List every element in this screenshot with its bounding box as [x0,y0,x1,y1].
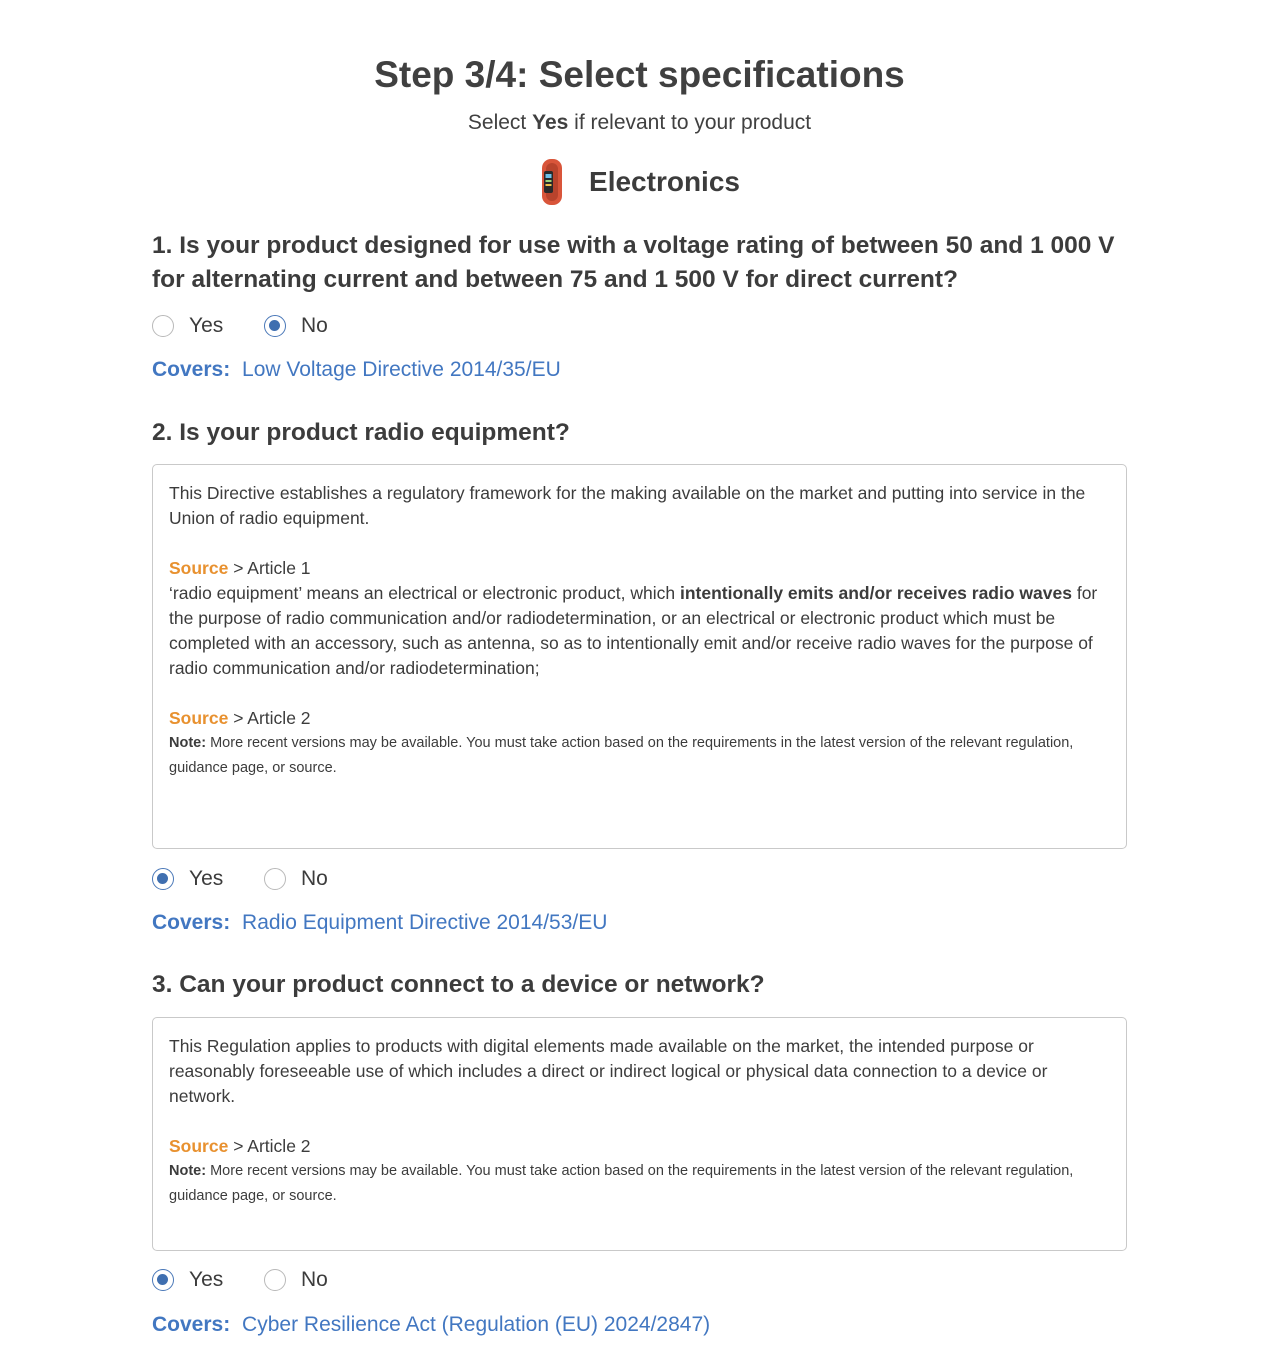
question-1-no-radio[interactable] [264,315,286,337]
question-2-yes-radio[interactable] [152,868,174,890]
source-link[interactable]: Source [169,558,229,578]
question-3-radio-group [152,1265,328,1295]
question-1-no-option[interactable] [264,314,328,338]
question-3-yes-option[interactable] [152,1268,264,1292]
question-2-note: Note: More recent versions may be available. You must take action based on the requirements in the latest version of the relevant regulation, guidance page, or source. [169,735,1074,776]
question-1-covers [152,356,561,384]
question-3-no-radio[interactable] [264,1269,286,1291]
question-2-no-label: No [301,867,328,890]
question-3-no-label: No [301,1268,328,1291]
question-2-covers-link[interactable]: Radio Equipment Directive 2014/53/EU [242,911,608,934]
fitness-band-icon [539,157,565,207]
question-2-description: This Directive establishes a regulatory framework for the making available on the market and putting into service in the Union of radio equipment. [169,483,1086,528]
question-2-yes-option[interactable] [152,867,264,891]
question-3-source-1: Source > Article 2 [169,1136,311,1156]
question-3-no-option[interactable] [264,1268,328,1292]
question-3-title: 3. Can your product connect to a device or network? [152,971,765,998]
question-1-yes-radio[interactable] [152,315,174,337]
question-2-definition: ‘radio equipment’ means an electrical or electronic product, which intentionally emits and/or receives radio waves for the purpose of radio communication and/or radiodetermination, or an electrical or electronic product which must be completed with an accessory, such as antenna, so as to intentionally emit and/or receive radio waves for the purpose of radio communication and/or radiodetermination; [169,583,1098,678]
question-3-note: Note: More recent versions may be available. You must take action based on the requirements in the latest version of the relevant regulation, guidance page, or source. [169,1163,1074,1204]
question-3-covers [152,1311,710,1339]
covers-label: Covers: [152,911,231,934]
page-subtitle: Select Yes if relevant to your product [467,111,812,134]
question-2-info-box [152,464,1127,849]
question-1-covers-link[interactable]: Low Voltage Directive 2014/35/EU [242,358,561,381]
source-link[interactable]: Source [169,708,229,728]
question-1-yes-label: Yes [189,314,224,337]
question-2-title: 2. Is your product radio equipment? [152,419,570,446]
covers-label: Covers: [152,358,231,381]
category-label: Electronics [589,166,740,197]
category-heading [152,156,1127,208]
question-2-covers [152,909,607,937]
question-1-no-label: No [301,314,328,337]
question-2-source-2: Source > Article 2 [169,708,311,728]
question-2-no-option[interactable] [264,867,328,891]
question-1-radio-group [152,311,328,341]
question-2-radio-group [152,864,328,894]
question-3-yes-label: Yes [189,1268,224,1291]
question-2-no-radio[interactable] [264,868,286,890]
question-3-description: This Regulation applies to products with digital elements made available on the market, the intended purpose or reasonably foreseeable use of which includes a direct or indirect logical or physical data connection to a device or network. [169,1036,1048,1106]
page-title: Step 3/4: Select specifications [374,54,905,95]
question-1-yes-option[interactable] [152,314,264,338]
covers-label: Covers: [152,1313,231,1336]
question-1-title: 1. Is your product designed for use with a voltage rating of between 50 and 1 000 V for alternating current and between 75 and 1 500 V for direct current? [152,232,1115,293]
question-2-yes-label: Yes [189,867,224,890]
question-2-source-1: Source > Article 1 [169,558,311,578]
source-link[interactable]: Source [169,1136,229,1156]
question-3-covers-link[interactable]: Cyber Resilience Act (Regulation (EU) 2024/2847) [242,1313,711,1336]
question-3-yes-radio[interactable] [152,1269,174,1291]
question-3-info-box [152,1017,1127,1251]
